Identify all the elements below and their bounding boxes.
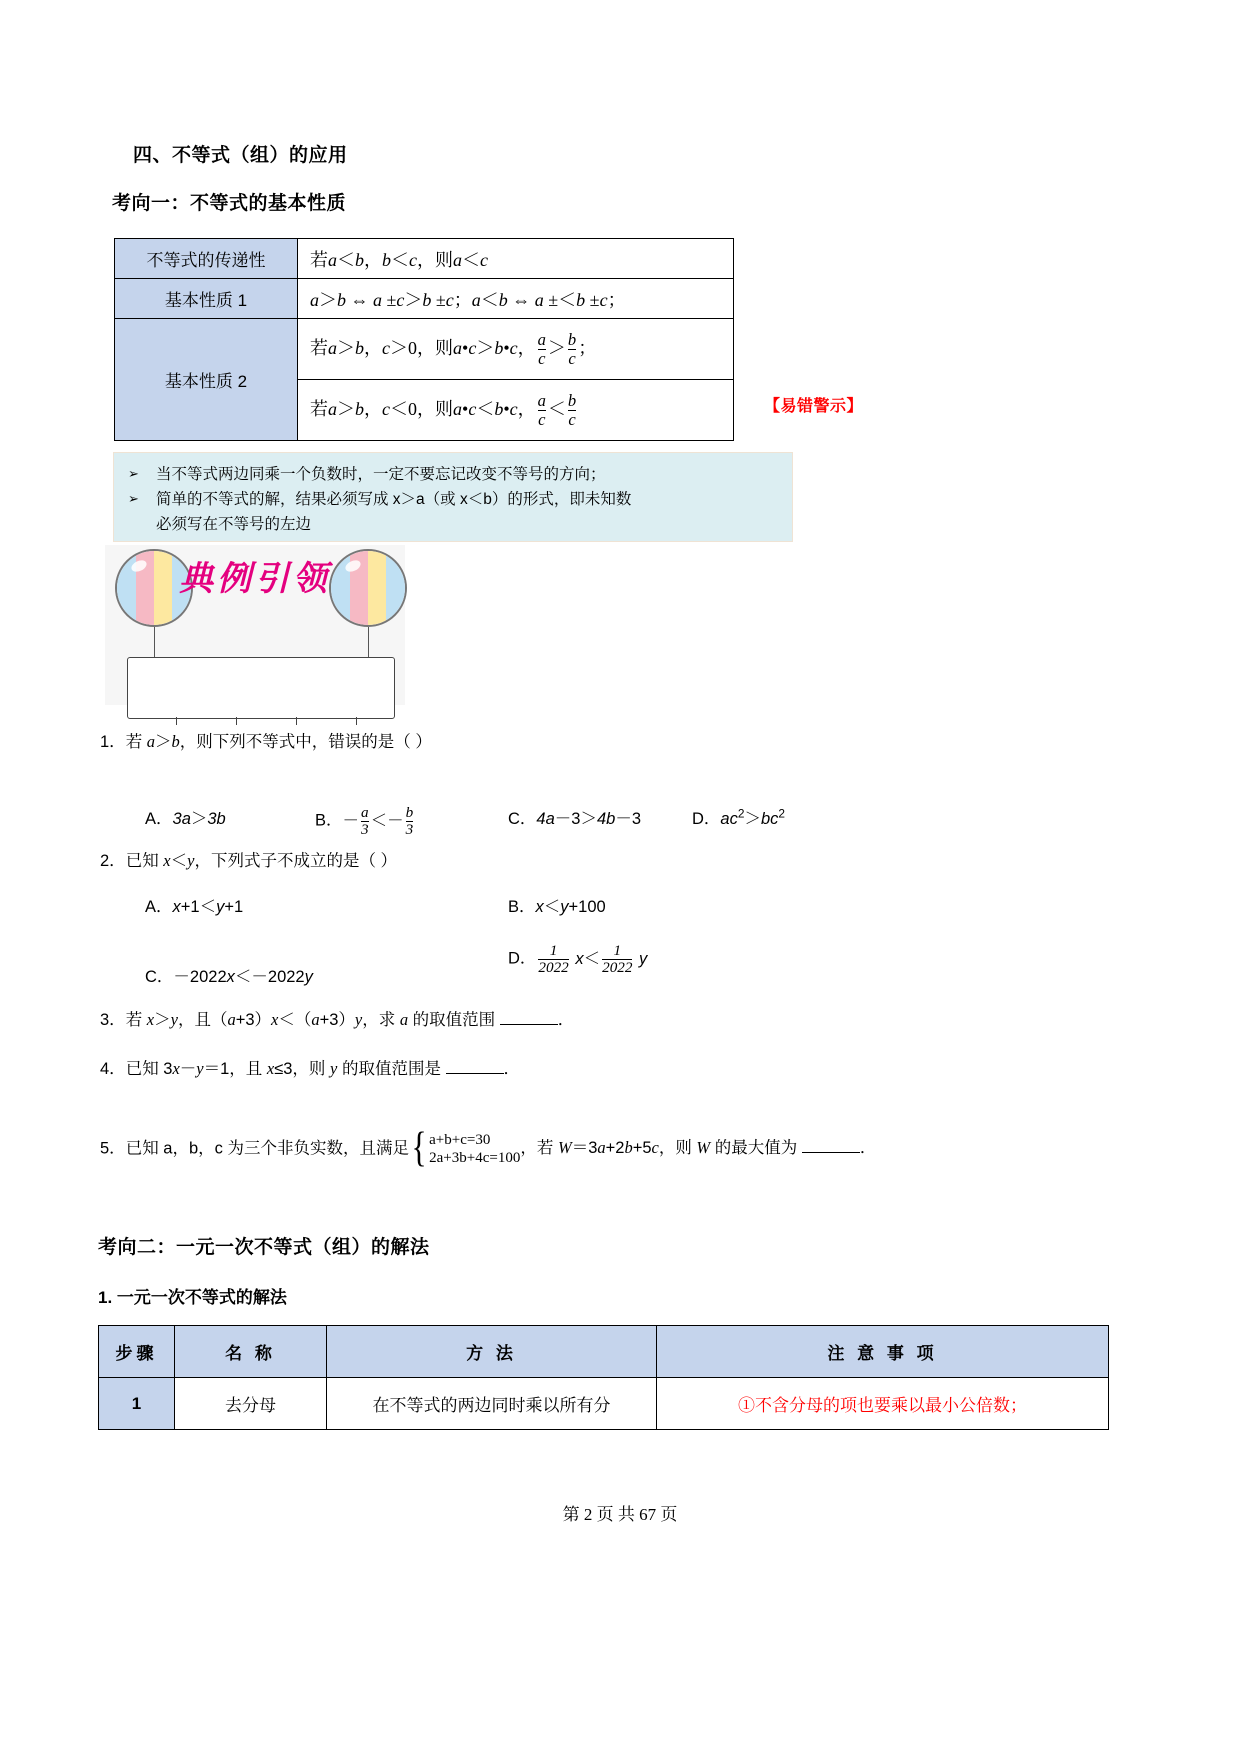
bullet-arrow-icon: ➢	[128, 466, 139, 481]
question-1-option-a: A．3a＞3b	[145, 810, 226, 828]
table-row	[115, 279, 734, 319]
page-footer: 第 2 页 共 67 页	[562, 1505, 678, 1524]
equation-system	[409, 1125, 521, 1171]
question-3-stem: 3．若 x＞y，且（a+3）x＜（a+3）y，求 a 的取值范围 ．	[100, 1010, 575, 1029]
question-1-option-d: D．$ac^2>bc^2$	[692, 806, 786, 828]
bullet-arrow-icon: ➢	[128, 491, 139, 507]
cell-step-method: 在不等式的两边同时乘以所有分	[327, 1378, 657, 1430]
question-5-prefix: 已知 a，b，c 为三个非负实数，且满足	[125, 1139, 409, 1158]
question-2-option-c: C．－2022x＜－2022y	[145, 968, 313, 986]
property-body-basic-2-line1	[298, 319, 734, 380]
answer-blank[interactable]	[802, 1152, 860, 1153]
cell-step-note: ①不含分母的项也要乘以最小公倍数；	[657, 1378, 1109, 1430]
option-label-a: A．	[145, 898, 173, 916]
question-1-option-c: C．4a－3＞4b－3	[508, 810, 642, 828]
tip-box	[113, 452, 793, 542]
column-header-name: 名 称	[175, 1326, 327, 1378]
question-3-number: 3．	[100, 1011, 126, 1029]
option-label-d: D．	[508, 949, 537, 968]
question-1-option-b: B．－ $\frac{a}{3}$ ＜－ $\frac{b}{3}$	[315, 804, 414, 838]
answer-blank[interactable]	[500, 1024, 558, 1025]
question-5-number: 5．	[100, 1139, 126, 1158]
tip-text-1: 当不等式两边同乘一个负数时，一定不要忘记改变不等号的方向；	[156, 466, 606, 483]
option-label-a: A．	[145, 810, 173, 828]
question-4-stem: 4．已知 3x－y＝1，且 x≤3，则 y 的取值范围是 ．	[100, 1059, 521, 1078]
property-body-basic-1	[298, 279, 734, 319]
question-5-stem: 5．已知 a，b，c 为三个非负实数，且满足 { a+b+c=30 2a+3b+4c=100 ，若 W＝3a+2b+5c，则 W 的最大值为 ．	[100, 1125, 877, 1171]
formula-basic-2-negative: 若a＞b，c＜0，则a•c＜b•c， $\frac{a}{c}$ ＜ $\frac{b}{c}$	[310, 391, 577, 429]
formula-basic-1: a＞b ⇔ a ±c＞b ±c；a＜b ⇔ a ±＜b ±c；	[310, 289, 626, 310]
table-row	[115, 239, 734, 279]
brace-icon: {	[411, 1125, 427, 1171]
inequality-property-table	[114, 238, 734, 441]
banner-scroll	[127, 657, 395, 719]
heading-kaoxiang-one: 考向一：不等式的基本性质	[112, 193, 347, 214]
tip-text-2-continuation: 必须写在不等号的左边	[156, 516, 312, 534]
solution-steps-table	[98, 1325, 1109, 1430]
page-title: 四、不等式（组）的应用	[133, 145, 348, 166]
property-label-transitivity: 不等式的传递性	[115, 239, 298, 279]
formula-transitivity: 若a＜b，b＜c，则a＜c	[310, 249, 488, 270]
cell-step-number: 1	[99, 1378, 175, 1430]
column-header-notes: 注 意 事 项	[657, 1326, 1109, 1378]
cell-step-name: 去分母	[175, 1378, 327, 1430]
heading-kaoxiang-two: 考向二：一元一次不等式（组）的解法	[98, 1237, 430, 1258]
property-label-basic-2: 基本性质 2	[115, 319, 298, 441]
decorative-banner	[105, 545, 405, 705]
property-body-transitivity	[298, 239, 734, 279]
option-label-b: B．	[315, 811, 343, 830]
balloon-string-left	[154, 627, 155, 659]
tip-item-2	[128, 487, 782, 512]
question-1-number: 1．	[100, 733, 126, 751]
option-label-c: C．	[145, 968, 174, 986]
heading-sub-one: 1. 一元一次不等式的解法	[98, 1288, 287, 1307]
system-equation-1: a+b+c=30	[429, 1131, 491, 1148]
option-label-c: C．	[508, 810, 537, 828]
column-header-method: 方 法	[327, 1326, 657, 1378]
banner-title: 典例引领	[179, 559, 331, 599]
option-label-d: D．	[692, 810, 721, 828]
answer-blank[interactable]	[446, 1073, 504, 1074]
question-1-stem: 1．若 a＞b，则下列不等式中，错误的是（ ）	[100, 732, 432, 751]
warning-label: 【易错警示】	[764, 398, 864, 415]
question-2-option-d: D． $\frac{1}{2022}$ x＜ $\frac{1}{2022}$ y	[508, 942, 648, 976]
question-2-number: 2．	[100, 852, 126, 870]
option-label-b: B．	[508, 898, 536, 916]
tip-text-2: 简单的不等式的解，结果必须写成 x＞a（或 x＜b）的形式，即未知数	[156, 491, 632, 509]
column-header-step: 步骤	[99, 1326, 175, 1378]
property-label-basic-1: 基本性质 1	[115, 279, 298, 319]
formula-basic-2-positive: 若a＞b，c＞0，则a•c＞b•c， $\frac{a}{c}$ ＞ $\frac{b}{c}$ ；	[310, 330, 597, 368]
table-header-row	[99, 1326, 1109, 1378]
question-2-option-b: B．x＜y+100	[508, 898, 606, 916]
tip-item-1	[128, 462, 782, 487]
balloon-string-right	[368, 627, 369, 659]
table-row	[115, 319, 734, 380]
question-2-stem: 2．已知 x＜y，下列式子不成立的是（ ）	[100, 851, 398, 870]
question-2-option-a: A．x+1＜y+1	[145, 898, 244, 916]
table-row	[99, 1378, 1109, 1430]
question-4-number: 4．	[100, 1060, 126, 1078]
property-body-basic-2-line2	[298, 380, 734, 441]
system-equation-2: 2a+3b+4c=100	[429, 1149, 521, 1166]
